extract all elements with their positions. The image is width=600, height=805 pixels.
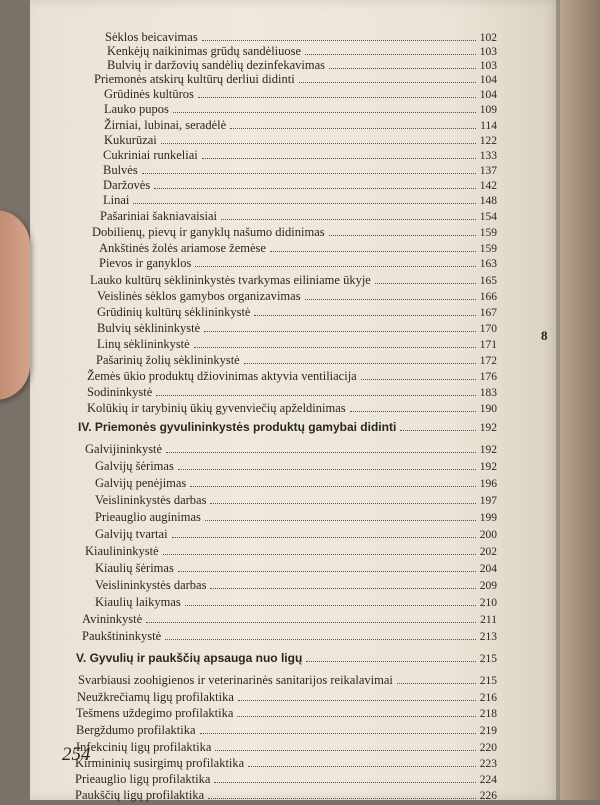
leader-dots: [400, 418, 475, 431]
toc-entry-title: Žemės ūkio produktų džiovinimas aktyvia ventiliacija: [87, 369, 357, 383]
toc-entry-page: 163: [479, 258, 497, 270]
toc-entry-title: Bergždumo profilaktika: [76, 723, 196, 737]
toc-entry: [85, 542, 497, 560]
toc-entry-page: 216: [479, 692, 497, 704]
toc-entry-page: 104: [479, 89, 497, 101]
toc-entry: [75, 786, 497, 804]
toc-entry-page: 192: [479, 461, 497, 473]
toc-entry: [95, 593, 497, 611]
leader-dots: [375, 271, 476, 284]
toc-entry-title: Bulvių sėklininkystė: [97, 321, 201, 335]
leader-dots: [202, 28, 476, 41]
leader-dots: [237, 704, 475, 717]
toc-entry: [95, 559, 497, 577]
toc-entry-page: 210: [479, 597, 497, 609]
leader-dots: [214, 770, 475, 783]
leader-dots: [306, 649, 475, 662]
toc-entry-title: Ankštinės žolės ariamose žemėse: [99, 241, 266, 255]
toc-entry-title: Tešmens uždegimo profilaktika: [76, 706, 234, 720]
leader-dots: [215, 738, 475, 751]
leader-dots: [230, 116, 476, 129]
toc-entry-page: 219: [479, 725, 497, 737]
toc-entry: [78, 671, 497, 689]
toc-entry-title: Sodininkystė: [87, 385, 153, 399]
leader-dots: [200, 721, 476, 734]
toc-entry-title: Grūdinių kultūrų sėklininkystė: [97, 305, 251, 319]
toc-entry-title: Veislininkystės darbas: [95, 578, 207, 592]
leader-dots: [178, 559, 476, 572]
toc-entry-title: Dobilienų, pievų ir ganyklų našumo didinimas: [92, 225, 325, 239]
toc-entry-page: 171: [479, 339, 497, 351]
toc-entry-page: 159: [479, 243, 497, 255]
leader-dots: [154, 176, 476, 189]
toc-entry-title: Sėklos beicavimas: [105, 30, 198, 44]
toc-entry-title: Veislinės sėklos gamybos organizavimas: [97, 289, 301, 303]
toc-entry-page: 142: [479, 180, 497, 192]
toc-entry: [76, 721, 497, 739]
leader-dots: [195, 254, 475, 267]
toc-entry: [99, 254, 497, 272]
leader-dots: [305, 287, 476, 300]
leader-dots: [254, 303, 475, 316]
leader-dots: [142, 161, 476, 174]
toc-entry: [95, 576, 497, 594]
thumb: [0, 210, 30, 400]
toc-entry-page: 218: [479, 708, 497, 720]
toc-entry-page: 154: [479, 211, 497, 223]
leader-dots: [198, 85, 476, 98]
toc-entry-page: 166: [479, 291, 497, 303]
toc-entry-page: 220: [479, 742, 497, 754]
leader-dots: [161, 131, 476, 144]
toc-entry-page: 183: [479, 387, 497, 399]
leader-dots: [190, 474, 475, 487]
toc-entry-page: 211: [480, 614, 497, 626]
leader-dots: [205, 508, 476, 521]
leader-dots: [202, 146, 476, 159]
toc-entry-title: Kenkėjų naikinimas grūdų sandėliuose: [107, 44, 302, 58]
toc-entry-title: Kiaulių šėrimas: [95, 561, 174, 575]
toc-section-heading: [78, 418, 497, 436]
toc-entry-page: 167: [479, 307, 497, 319]
toc-entry-title: Galvijininkystė: [85, 442, 163, 456]
toc-entry-title: Prieauglio ligų profilaktika: [75, 772, 211, 786]
leader-dots: [133, 191, 475, 204]
toc-entry-title: Pievos ir ganyklos: [99, 256, 192, 270]
toc-entry-page: 192: [479, 444, 497, 456]
toc-section-heading: [76, 649, 497, 667]
leader-dots: [305, 42, 476, 55]
toc-entry-page: 226: [479, 790, 497, 802]
toc-entry: [95, 525, 497, 543]
page-number: 254: [62, 744, 91, 765]
leader-dots: [361, 367, 476, 380]
toc-entry: [95, 457, 497, 475]
toc-entry-title: Linai: [103, 193, 130, 207]
toc-entry-title: Pašariniai šakniavaisiai: [100, 209, 217, 223]
toc-entry-page: 103: [479, 60, 497, 72]
toc-entry: [95, 508, 497, 526]
leader-dots: [210, 576, 475, 589]
toc-entry: [82, 627, 497, 645]
toc-entry-title: Kiaulių laikymas: [95, 595, 181, 609]
toc-entry-title: Svarbiausi zoohigienos ir veterinarinės sanitarijos reikalavimai: [78, 673, 393, 687]
toc-entry-title: Paukščių ligų profilaktika: [75, 788, 205, 802]
toc-entry: [95, 474, 497, 492]
leader-dots: [350, 399, 476, 412]
toc-entry-page: 104: [479, 74, 497, 86]
leader-dots: [165, 627, 476, 640]
toc-entry-page: 148: [479, 195, 497, 207]
toc-entry: [85, 440, 497, 458]
toc-entry-page: 176: [479, 371, 497, 383]
toc-entry: [95, 491, 497, 509]
toc-entry-page: 170: [479, 323, 497, 335]
toc-entry-page: 215: [479, 675, 497, 687]
toc-entry-title: Avininkystė: [82, 612, 143, 626]
toc-entry-page: 137: [479, 165, 497, 177]
toc-entry-title: Kiaulininkystė: [85, 544, 159, 558]
toc-entry-title: V. Gyvulių ir paukščių apsauga nuo ligų: [76, 651, 303, 665]
leader-dots: [329, 223, 476, 236]
leader-dots: [178, 457, 476, 470]
toc-entry-page: 190: [479, 403, 497, 415]
leader-dots: [299, 70, 476, 83]
toc-entry-page: 109: [479, 104, 497, 116]
toc-entry-title: Priemonės atskirų kultūrų derliui didinti: [94, 72, 295, 86]
book-page-edges: [560, 0, 600, 800]
toc-entry-title: Prieauglio auginimas: [95, 510, 201, 524]
toc-entry-page: 202: [479, 546, 497, 558]
toc-entry-page: 196: [479, 478, 497, 490]
leader-dots: [146, 610, 476, 623]
toc-entry-page: 197: [479, 495, 497, 507]
leader-dots: [397, 671, 476, 684]
toc-entry-page: 172: [479, 355, 497, 367]
toc-entry-title: Bulvės: [103, 163, 138, 177]
leader-dots: [270, 239, 476, 252]
toc-entry: [76, 704, 497, 722]
toc-entry: [87, 399, 497, 417]
toc-entry-title: Galvijų tvartai: [95, 527, 168, 541]
toc-entry-page: 102: [479, 32, 497, 44]
toc-entry-title: Infekcinių ligų profilaktika: [76, 740, 212, 754]
toc-entry-title: Pašarinių žolių sėklininkystė: [96, 353, 240, 367]
toc-entry-page: 103: [479, 46, 497, 58]
toc-entry-title: Galvijų šėrimas: [95, 459, 174, 473]
leader-dots: [185, 593, 476, 606]
toc-entry-title: Grūdinės kultūros: [104, 87, 194, 101]
leader-dots: [244, 351, 476, 364]
toc-entry-page: 200: [479, 529, 497, 541]
toc-entry-page: 215: [479, 653, 497, 665]
toc-entry-page: 133: [479, 150, 497, 162]
leader-dots: [194, 335, 476, 348]
toc-entry-title: Galvijų penėjimas: [95, 476, 187, 490]
toc-entry-page: 223: [479, 758, 497, 770]
toc-entry-title: Cukriniai runkeliai: [103, 148, 198, 162]
leader-dots: [172, 525, 476, 538]
toc-entry: [82, 610, 497, 628]
toc-entry-title: Kukurūzai: [104, 133, 157, 147]
leader-dots: [156, 383, 475, 396]
leader-dots: [163, 542, 476, 555]
toc-entry-title: Neužkrečiamų ligų profilaktika: [77, 690, 234, 704]
leader-dots: [238, 688, 476, 701]
toc-entry-title: Kolūkių ir tarybinių ūkių gyvenviečių apželdinimas: [87, 401, 346, 415]
toc-entry-page: 159: [479, 227, 497, 239]
leader-dots: [204, 319, 476, 332]
toc-entry-title: Daržovės: [103, 178, 151, 192]
toc-entry-title: IV. Priemonės gyvulininkystės produktų gamybai didinti: [78, 420, 397, 434]
toc-entry-title: Veislininkystės darbas: [95, 493, 207, 507]
toc-entry-title: Lauko kultūrų sėklininkystės tvarkymas eiliniame ūkyje: [90, 273, 371, 287]
toc-entry-title: Bulvių ir daržovių sandėlių dezinfekavimas: [107, 58, 325, 72]
toc-entry-title: Kirmininių susirgimų profilaktika: [75, 756, 245, 770]
margin-handwritten-mark: 8: [541, 328, 548, 343]
toc-entry-title: Paukštininkystė: [82, 629, 162, 643]
leader-dots: [221, 207, 476, 220]
toc-entry-title: Žirniai, lubinai, seradėlė: [104, 118, 227, 132]
toc-entry-title: Lauko pupos: [104, 102, 169, 116]
toc-entry-title: Linų sėklininkystė: [97, 337, 190, 351]
leader-dots: [166, 440, 476, 453]
toc-entry-page: 224: [479, 774, 497, 786]
toc-entry-page: 213: [479, 631, 497, 643]
toc-entry-page: 204: [479, 563, 497, 575]
leader-dots: [173, 100, 476, 113]
leader-dots: [248, 754, 476, 767]
toc-entry-page: 114: [480, 120, 497, 132]
leader-dots: [329, 56, 476, 69]
toc-entry-page: 209: [479, 580, 497, 592]
toc-entry-page: 192: [479, 422, 497, 434]
toc-entry-page: 165: [479, 275, 497, 287]
toc-entry-page: 199: [479, 512, 497, 524]
toc-entry-page: 122: [479, 135, 497, 147]
leader-dots: [210, 491, 475, 504]
leader-dots: [208, 786, 476, 799]
